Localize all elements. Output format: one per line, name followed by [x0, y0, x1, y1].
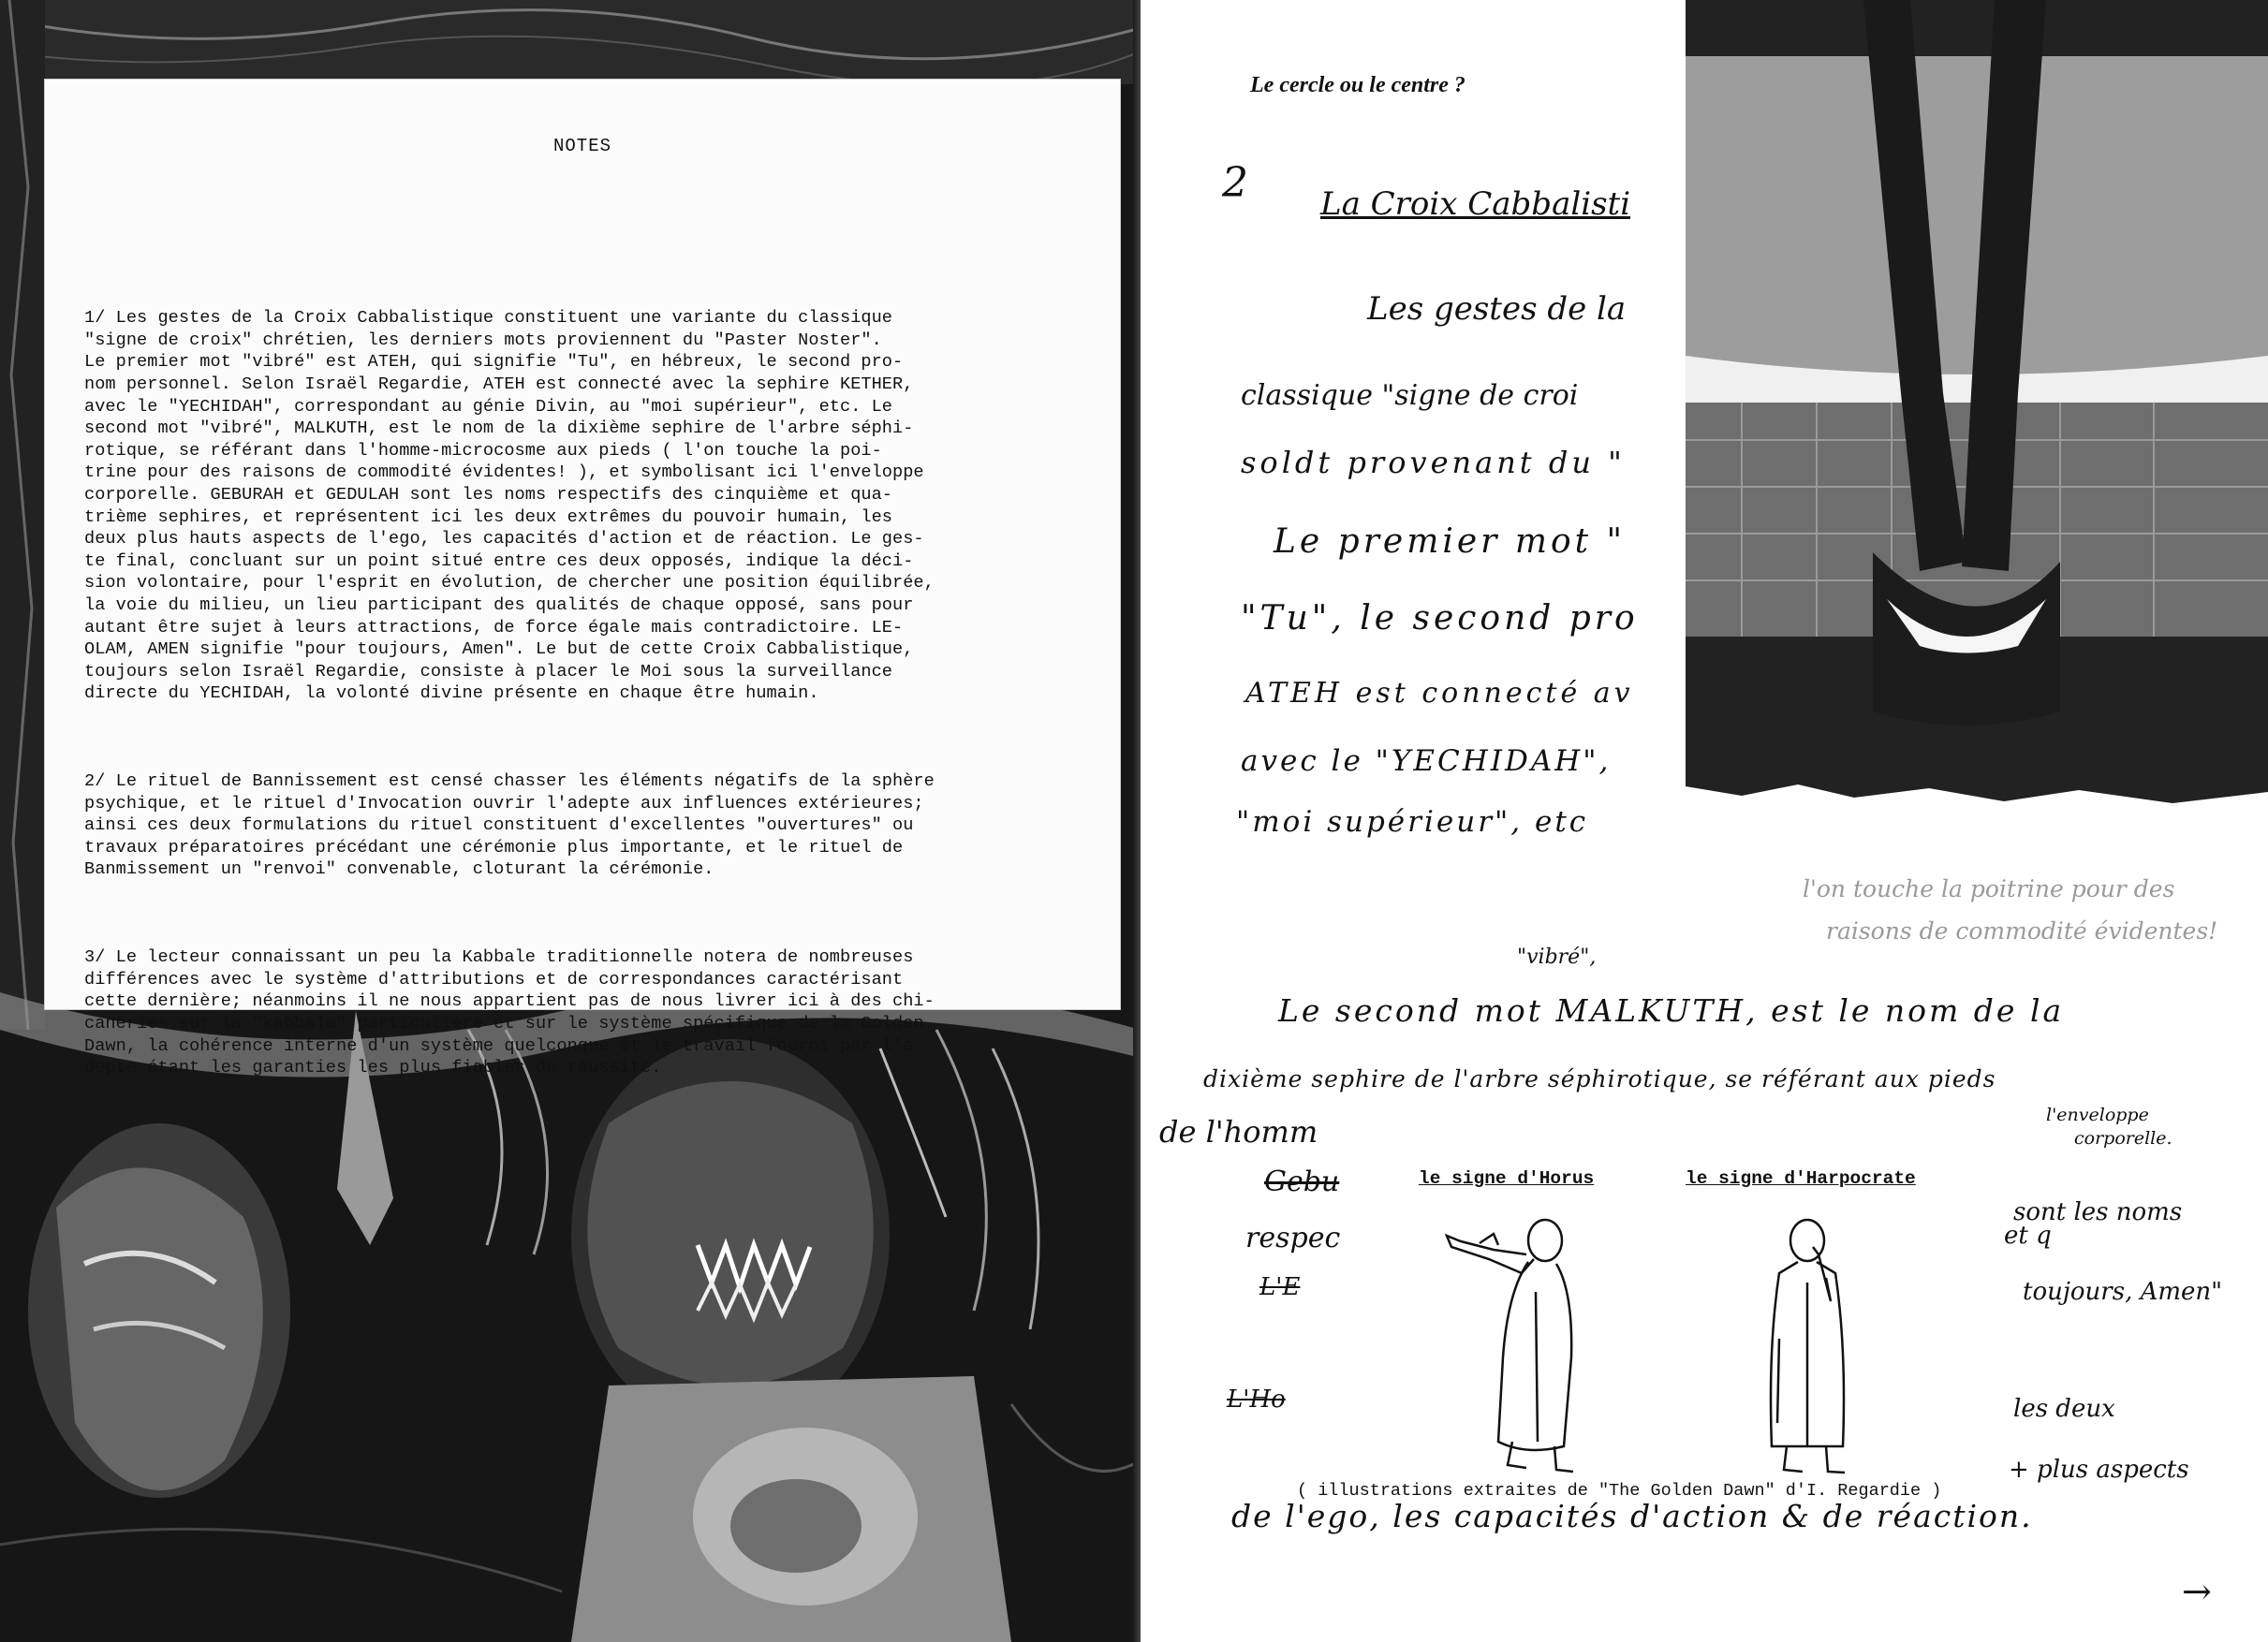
hand-line-7: avec le "YECHIDAH", [1241, 744, 1612, 778]
note-paragraph-3: 3/ Le lecteur connaissant un peu la Kabbale traditionnelle notera de nombreuses différences avec le système d'attributions et de correspondances caractérisant cette dernière; néanmoins il ne nous appartient pas de nous livrer ici à des chi- caneries sur la "kabbale" particulière et sur le système spécifique de la Golden Dawn, la cohérence interne d'un système quelconque et le travail fourni par l'a- depte étant les garanties les plus fiables de réussite. [84, 947, 935, 1078]
photo-collage [1686, 0, 2268, 814]
hand-et-q: et q [2004, 1222, 2052, 1250]
hand-line-6: ATEH est connecté av [1245, 677, 1634, 710]
hand-gebu: Gebu [1264, 1166, 1340, 1198]
hand-enveloppe: l'enveloppe [2046, 1105, 2149, 1125]
hand-title: La Croix Cabbalisti [1320, 185, 1631, 223]
figures-caption: ( illustrations extraites de "The Golden Dawn" d'I. Regardie ) [1297, 1481, 1942, 1501]
note-paragraph-1: 1/ Les gestes de la Croix Cabbalistique constituent une variante du classique "signe de croix" chrétien, les derniers mots proviennent du "Paster Noster". Le premier mot "vibré" est ATEH, qui signifie "Tu", en hébreux, le second pro- nom personnel. Selon Israël Regardie, ATEH est connecté avec la sephire KETHER, avec le "YECHIDAH", correspondant au génie Divin, au "moi supérieur", etc. Le second mot "vibré", MALKUTH, est le nom de la dixième sephire de l'arbre séphi- rotique, se référant dans l'homme-microcosme aux pieds ( l'on touche la poi- trine pour des raisons de commodité évidentes! ), et symbolisant ici l'enveloppe corporelle. GEBURAH et GEDULAH sont les noms respectifs des cinquième et qua- trième sephires, et représentent ici les deux extrêmes du pouvoir humain, les deux plus hauts aspects de l'ego, les capacités d'action et de réaction. Le ges- te final, concluant sur un point situé entre ces deux opposés, indique la déci- sion volontaire, pour l'esprit en évolution, de chercher une position équilibrée, la voie du milieu, un lieu participant des qualités de chaque opposé, sans pour autant être sujet à leurs attractions, de force égale mais contradictoire. LE- OLAM, AMEN signifie "pour toujours, Amen". Le but de cette Croix Cabbalistique, toujours selon Israël Regardie, consiste à placer le Moi sous la surveillance directe du YECHIDAH, la volonté divine présente en chaque être humain. [84, 308, 935, 704]
harpocrate-sign-label: le signe d'Harpocrate [1686, 1168, 1916, 1189]
hand-lho: L'Ho [1227, 1385, 1286, 1414]
hand-line-11: de l'homm [1159, 1114, 1318, 1150]
hand-line-3: soldt provenant du " [1241, 445, 1626, 480]
hand-respec: respec [1245, 1222, 1341, 1254]
horus-sign-label: le signe d'Horus [1419, 1168, 1595, 1189]
hand-last-line: de l'ego, les capacités d'action & de réaction. [1231, 1498, 2033, 1534]
hand-toujours-amen: toujours, Amen" [2023, 1278, 2223, 1306]
hand-number: 2 [1222, 159, 1248, 207]
notes-sheet [45, 80, 1120, 1078]
hand-line-8: "moi supérieur", etc [1236, 805, 1589, 839]
notes-body [84, 263, 1086, 1145]
hand-line-4: Le premier mot " [1274, 522, 1627, 561]
hand-corporelle: corporelle. [2074, 1128, 2172, 1149]
hand-line-10: dixième sephire de l'arbre séphirotique, se référant aux pieds [1203, 1065, 1996, 1092]
hand-line-2: classique "signe de croi [1241, 379, 1579, 412]
hand-plus-aspects: + plus aspects [2009, 1456, 2189, 1484]
hand-le: L'E [1259, 1273, 1301, 1301]
hand-vibre: "vibré", [1517, 946, 1597, 969]
hand-faint-line-1: l'on touche la poitrine pour des [1803, 875, 2175, 902]
hand-line-9: Le second mot MALKUTH, est le nom de la [1278, 992, 2065, 1029]
notes-title: NOTES [552, 136, 611, 156]
horus-figure [1423, 1208, 1629, 1488]
harpocrate-figure [1742, 1208, 1873, 1488]
hand-sont-les-noms: sont les noms [2013, 1198, 2183, 1226]
note-paragraph-2: 2/ Le rituel de Bannissement est censé chasser les éléments négatifs de la sphère psychique, et le rituel d'Invocation ouvrir l'adepte aux influences extérieures; ainsi ces deux formulations du rituel constituent d'excellentes "ouvertures" ou travaux préparatoires précédant une cérémonie plus importante, et le rituel de Banmissement un "renvoi" convenable, cloturant la cérémonie. [84, 771, 935, 880]
right-page-heading: Le cercle ou le centre ? [1250, 73, 1465, 97]
hand-les-deux: les deux [2013, 1395, 2115, 1423]
hand-faint-line-2: raisons de commodité évidentes! [1826, 917, 2218, 945]
arrow-icon: → [2182, 1571, 2212, 1612]
hand-line-5: "Tu", le second pro [1241, 599, 1639, 638]
hand-line-1: Les gestes de la [1367, 290, 1627, 328]
